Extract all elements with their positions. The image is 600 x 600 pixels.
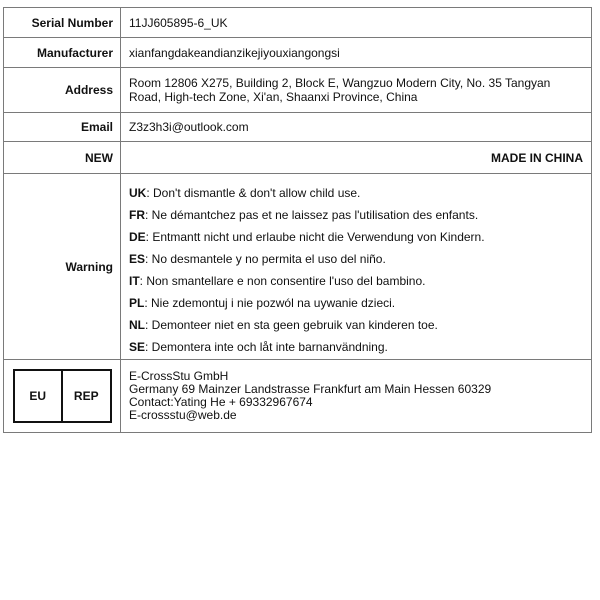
eu-badge-label: EU — [15, 371, 64, 421]
warning-code: DE — [129, 229, 146, 244]
warning-code: PL — [129, 295, 145, 310]
eu-rep-email: E-crossstu@web.de — [129, 408, 237, 422]
warning-text: : Nie zdemontuj i nie pozwól na uywanie dzieci. — [144, 295, 396, 310]
warning-row — [4, 174, 592, 360]
warning-text: : Entmantt nicht und erlaube nicht die Verwendung von Kindern. — [145, 229, 485, 244]
eu-rep-contact: Contact:Yating He + 69332967674 — [129, 395, 313, 409]
warning-code: NL — [129, 317, 145, 332]
warning-text: : Demontera inte och låt inte barnanvändning. — [145, 339, 388, 354]
warning-text: : No desmantele y no permita el uso del niño. — [145, 251, 386, 266]
warning-item-it — [129, 270, 583, 292]
warning-label: Warning — [4, 174, 121, 360]
manufacturer-row — [4, 38, 592, 68]
warning-code: IT — [129, 273, 140, 288]
warning-text: : Don't dismantle & don't allow child use. — [146, 185, 361, 200]
warning-item-pl — [129, 292, 583, 314]
address-row — [4, 68, 592, 113]
serial-number-row — [4, 8, 592, 38]
warning-item-nl — [129, 314, 583, 336]
address-label: Address — [4, 68, 121, 113]
eu-rep-badge — [13, 369, 112, 423]
email-value: Z3z3h3i@outlook.com — [121, 113, 592, 142]
warning-text: : Non smantellare e non consentire l'uso del bambino. — [139, 273, 426, 288]
warning-code: ES — [129, 251, 146, 266]
made-in-china-text: MADE IN CHINA — [121, 142, 592, 174]
manufacturer-value: xianfangdakeandianzikejiyouxiangongsi — [121, 38, 592, 68]
eu-rep-company: E-CrossStu GmbH — [129, 369, 229, 383]
address-value: Room 12806 X275, Building 2, Block E, Wangzuo Modern City, No. 35 Tangyan Road, High-tech Zone, Xi'an, Shaanxi Province, China — [121, 68, 592, 113]
eu-rep-row — [4, 360, 592, 433]
new-row — [4, 142, 592, 174]
warning-item-fr — [129, 204, 583, 226]
serial-number-value: 11JJ605895-6_UK — [121, 8, 592, 38]
rep-badge-label: REP — [73, 389, 99, 403]
eu-rep-details — [121, 360, 592, 433]
warning-item-se — [129, 336, 583, 358]
warning-text: : Ne démantchez pas et ne laissez pas l'utilisation des enfants. — [145, 207, 479, 222]
manufacturer-label: Manufacturer — [4, 38, 121, 68]
warning-list — [121, 174, 592, 360]
new-label: NEW — [4, 142, 121, 174]
warning-code: UK — [129, 185, 147, 200]
warning-code: SE — [129, 339, 146, 354]
warning-text: : Demonteer niet en sta geen gebruik van kinderen toe. — [145, 317, 438, 332]
eu-rep-address: Germany 69 Mainzer Landstrasse Frankfurt am Main Hessen 60329 — [129, 382, 492, 396]
warning-item-es — [129, 248, 583, 270]
product-label-table — [3, 7, 592, 433]
email-row — [4, 113, 592, 142]
warning-code: FR — [129, 207, 145, 222]
warning-item-de — [129, 226, 583, 248]
warning-item-uk — [129, 182, 583, 204]
eu-rep-badge-cell — [4, 360, 121, 433]
email-label: Email — [4, 113, 121, 142]
serial-number-label: Serial Number — [4, 8, 121, 38]
